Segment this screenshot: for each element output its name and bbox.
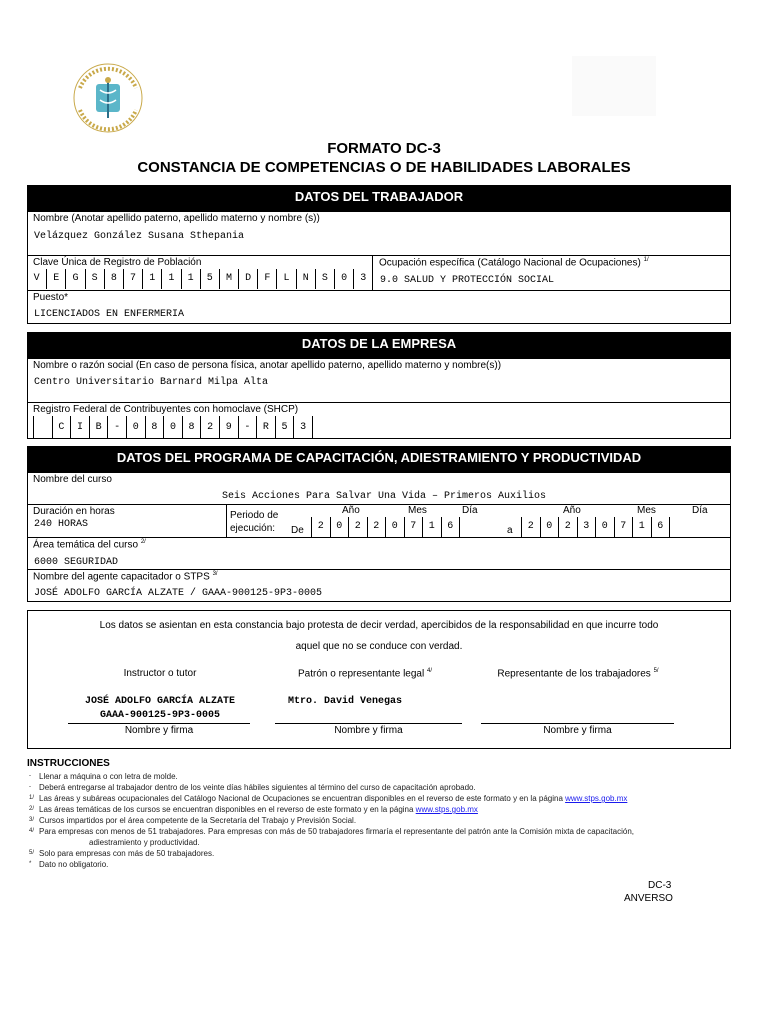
duracion-label: Duración en horas [33, 506, 115, 517]
curp-cells [27, 269, 373, 289]
nombre-firma-instructor: Nombre y firma [124, 725, 194, 736]
agente-value: JOSÉ ADOLFO GARCÍA ALZATE / GAAA-900125-9P3-0005 [34, 588, 323, 599]
from-date-cell: 6 [441, 517, 460, 537]
instruccion-mark: 2/ [29, 806, 35, 812]
a-label: a [507, 525, 513, 536]
footer-side: ANVERSO [624, 893, 673, 904]
curp-char-cell: 7 [123, 269, 142, 289]
duracion-value: 240 HORAS [34, 519, 89, 530]
ocupacion-label: Ocupación específica (Catálogo Nacional de Ocupaciones) $^{1/}$ [379, 257, 649, 269]
curp-char-cell: D [238, 269, 257, 289]
curp-char-cell: 1 [142, 269, 161, 289]
curp-char-cell: E [46, 269, 65, 289]
razon-social-value: Centro Universitario Barnard Milpa Alta [34, 377, 269, 388]
instruccion-text: Deberá entregarse al trabajador dentro de los veinte días hábiles siguientes al término del curso de capacitación aprobado. [39, 783, 476, 792]
curp-char-cell: S [315, 269, 334, 289]
instruccion-item [27, 782, 747, 793]
stps-link[interactable]: www.stps.gob.mx [415, 805, 478, 814]
rfc-char-cell: C [52, 416, 71, 439]
instruccion-mark: - [29, 784, 31, 790]
rfc-char-cell: 5 [275, 416, 294, 439]
instruccion-mark: 4/ [29, 828, 35, 834]
to-date-cell: 0 [595, 517, 614, 537]
firma-line-instructor [68, 723, 250, 724]
curso-label: Nombre del curso [33, 474, 112, 485]
instruccion-mark [27, 837, 39, 848]
instruccion-item [27, 837, 747, 848]
from-date-cell: 7 [404, 517, 423, 537]
razon-social-label: Nombre o razón social (En caso de persona física, anotar apellido paterno, apellido materno y nombre(s)) [33, 360, 502, 371]
to-anio-label: Año [563, 505, 581, 516]
firma-line-patron [275, 723, 462, 724]
curp-char-cell: 1 [161, 269, 180, 289]
representante-label: Representante de los trabajadores $^{5/}$ [497, 668, 659, 680]
to-date-cell: 7 [614, 517, 633, 537]
instruccion-item [27, 804, 747, 815]
curp-char-cell: 8 [104, 269, 123, 289]
instruccion-item [27, 848, 747, 859]
instruccion-item [27, 826, 747, 837]
rfc-char-cell: R [256, 416, 275, 439]
to-date-cell: 2 [521, 517, 540, 537]
from-date-cell: 2 [367, 517, 386, 537]
from-date-cell: 0 [330, 517, 349, 537]
to-date-cell: 0 [540, 517, 559, 537]
rfc-char-cell-end [312, 416, 313, 439]
instruccion-text: Solo para empresas con más de 50 trabajadores. [39, 849, 215, 858]
form-title: FORMATO DC-3 [327, 140, 441, 157]
curp-char-cell: 1 [181, 269, 200, 289]
programa-section-header: DATOS DEL PROGRAMA DE CAPACITACIÓN, ADIESTRAMIENTO Y PRODUCTIVIDAD [27, 446, 731, 472]
instruccion-text: Llenar a máquina o con letra de molde. [39, 772, 178, 781]
divider [27, 537, 731, 538]
from-dia-label: Día [462, 505, 478, 516]
rfc-char-cell: 8 [145, 416, 164, 439]
from-mes-label: Mes [408, 505, 427, 516]
curp-char-cell: 0 [334, 269, 353, 289]
curp-label: Clave Única de Registro de Población [33, 257, 202, 268]
instruccion-text: adiestramiento y productividad. [89, 838, 200, 847]
instructor-name: JOSÉ ADOLFO GARCÍA ALZATE [84, 696, 236, 707]
firma-line-representante [481, 723, 674, 724]
instruccion-mark: 3/ [29, 817, 35, 823]
instrucciones-list [27, 771, 747, 870]
puesto-value: LICENCIADOS EN ENFERMERIA [34, 309, 185, 320]
area-tematica-value: 6000 SEGURIDAD [34, 557, 119, 568]
divider [27, 569, 731, 570]
rfc-char-cell: 0 [163, 416, 182, 439]
instruccion-mark: - [29, 773, 31, 779]
rfc-char-cell: 0 [126, 416, 145, 439]
divider [27, 504, 731, 505]
nombre-firma-representante: Nombre y firma [543, 725, 612, 736]
rfc-char-cell: - [238, 416, 257, 439]
instructor-id: GAAA-900125-9P3-0005 [99, 710, 221, 721]
instruccion-item [27, 815, 747, 826]
instruccion-item [27, 859, 747, 870]
instruccion-text: Para empresas con menos de 51 trabajadores. Para empresas con más de 50 trabajadores firmaría el representante del patrón ante la Comisión mixta de capacitación, [39, 827, 634, 836]
curp-char-cell: L [276, 269, 295, 289]
declaracion-line-1: Los datos se asientan en esta constancia bajo protesta de decir verdad, apercibidos de la responsabilidad en que incurre todo [99, 620, 659, 631]
instruccion-item [27, 771, 747, 782]
to-date-cells [521, 517, 670, 537]
curp-char-cell: F [257, 269, 276, 289]
instruccion-mark: 1/ [29, 795, 35, 801]
to-date-cell: 6 [651, 517, 670, 537]
rfc-char-cell: 2 [200, 416, 219, 439]
stps-link[interactable]: www.stps.gob.mx [565, 794, 628, 803]
curp-char-cell: 3 [353, 269, 372, 289]
secondary-logo-placeholder [572, 56, 656, 116]
institution-seal-logo [70, 58, 146, 138]
rfc-char-cell [33, 416, 52, 439]
divider [27, 255, 731, 256]
area-tematica-label: Área temática del curso $^{2/}$ [33, 539, 146, 551]
footer-code: DC-3 [648, 880, 672, 891]
instruccion-mark: 5/ [29, 850, 35, 856]
rfc-char-cell: 9 [219, 416, 238, 439]
curp-char-cell: M [219, 269, 238, 289]
patron-name: Mtro. David Venegas [288, 696, 403, 707]
rfc-cells [33, 416, 313, 439]
curso-value: Seis Acciones Para Salvar Una Vida – Primeros Auxilios [221, 491, 547, 502]
curp-char-cell: N [296, 269, 315, 289]
instrucciones-title: INSTRUCCIONES [27, 758, 110, 769]
from-anio-label: Año [342, 505, 360, 516]
divider [372, 255, 373, 290]
divider [27, 290, 731, 291]
from-date-cell: 2 [311, 517, 330, 537]
nombre-trabajador-value: Velázquez González Susana Sthepania [34, 231, 245, 242]
to-mes-label: Mes [637, 505, 656, 516]
nombre-trabajador-label: Nombre (Anotar apellido paterno, apellido materno y nombre (s)) [33, 213, 320, 224]
agente-label: Nombre del agente capacitador o STPS $^{3/}$ [33, 571, 218, 583]
rfc-char-cell: - [107, 416, 126, 439]
trabajador-section-header: DATOS DEL TRABAJADOR [27, 185, 731, 211]
from-date-cells [311, 517, 460, 537]
curp-char-cell: V [33, 273, 40, 284]
form-subtitle: CONSTANCIA DE COMPETENCIAS O DE HABILIDADES LABORALES [137, 159, 631, 176]
instruccion-text: Cursos impartidos por el área competente de la Secretaría del Trabajo y Previsión Social. [39, 816, 357, 825]
instruccion-item [27, 793, 747, 804]
from-date-cell: 1 [422, 517, 441, 537]
divider [226, 504, 227, 537]
nombre-firma-patron: Nombre y firma [334, 725, 403, 736]
instruccion-mark: * [29, 861, 32, 867]
to-date-cell-end [669, 517, 670, 537]
to-date-cell: 1 [632, 517, 651, 537]
periodo-label: Periodo de ejecución: [230, 510, 279, 534]
patron-label: Patrón o representante legal $^{4/}$ [298, 668, 432, 680]
curp-char-cell: S [85, 269, 104, 289]
from-date-cell-end [459, 517, 460, 537]
from-date-cell: 2 [348, 517, 367, 537]
rfc-char-cell: B [89, 416, 108, 439]
instruccion-text: Dato no obligatorio. [39, 860, 109, 869]
rfc-label: Registro Federal de Contribuyentes con homoclave (SHCP) [33, 404, 299, 415]
curp-char-cell: 5 [200, 269, 219, 289]
to-date-cell: 2 [558, 517, 577, 537]
puesto-label: Puesto* [33, 292, 69, 303]
declaracion-line-2: aquel que no se conduce con verdad. [295, 641, 463, 652]
empresa-section-header: DATOS DE LA EMPRESA [27, 332, 731, 358]
to-dia-label: Día [692, 505, 708, 516]
rfc-char-cell: I [70, 416, 89, 439]
to-date-cell: 3 [577, 517, 596, 537]
instruccion-text: Las áreas y subáreas ocupacionales del Catálogo Nacional de Ocupaciones se encuentran disponibles en el reverso de este formato y en la página www.stps.gob.mx [39, 794, 628, 803]
de-label: De [291, 525, 304, 536]
ocupacion-value: 9.0 SALUD Y PROTECCIÓN SOCIAL [380, 275, 555, 286]
instruccion-text: Las áreas temáticas de los cursos se encuentran disponibles en el reverso de este formato y en la página www.stps.gob.mx [39, 805, 478, 814]
from-date-cell: 0 [385, 517, 404, 537]
divider [27, 402, 731, 403]
curp-char-cell: G [65, 269, 84, 289]
rfc-char-cell: 3 [293, 416, 312, 439]
rfc-char-cell: 8 [182, 416, 201, 439]
instructor-label: Instructor o tutor [123, 668, 197, 679]
